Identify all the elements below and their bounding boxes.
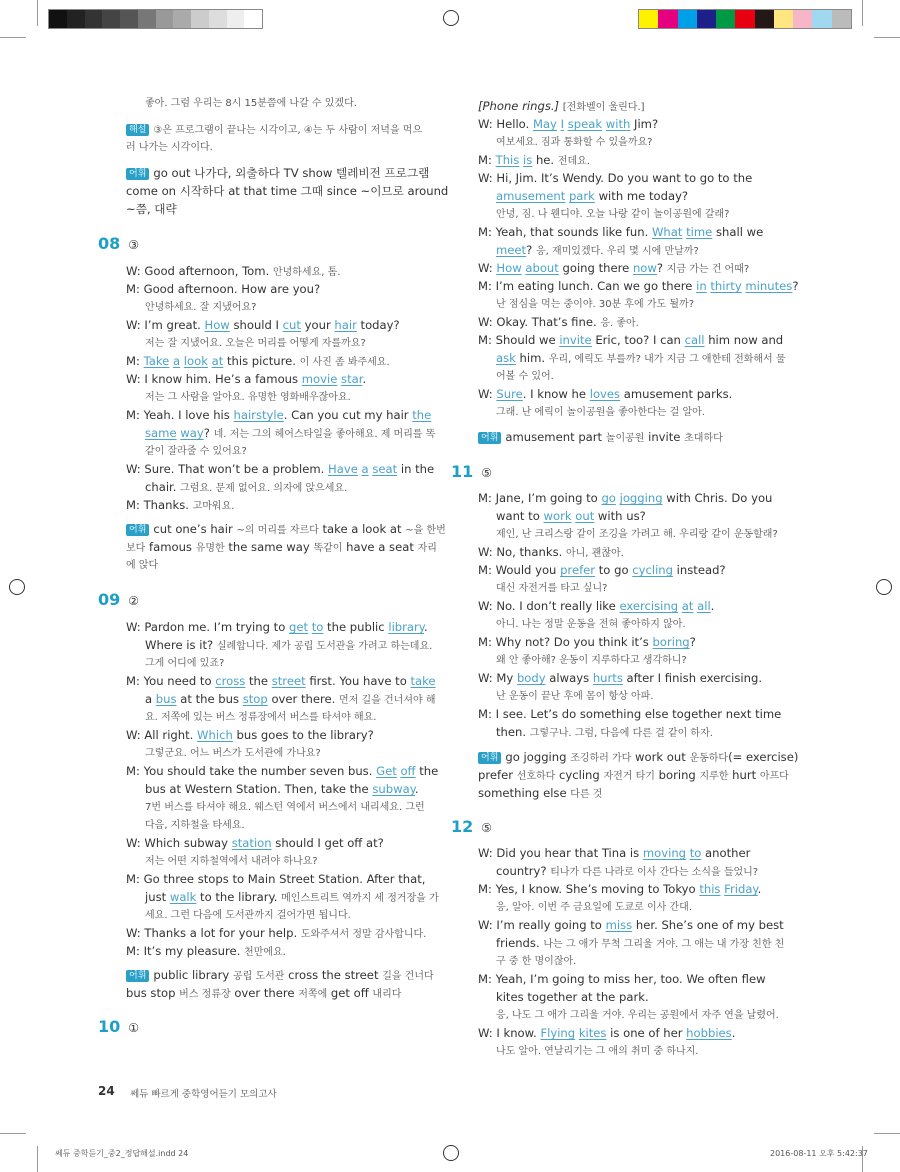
registration-mark-bottom-icon: [443, 1145, 459, 1161]
tag-haeseol: 해설: [126, 124, 149, 136]
color-calibration-bar: [638, 9, 852, 29]
question-10: 10 ①: [98, 1017, 140, 1036]
gray-calibration-bar: [48, 9, 263, 29]
registration-mark-icon: [443, 10, 459, 26]
book-title: 쎄듀 빠르게 중학영어듣기 모의고사: [130, 1089, 277, 1100]
question-09: 09 ②: [98, 590, 140, 609]
question-08: 08 ③: [98, 234, 140, 253]
registration-mark-left-icon: [9, 579, 25, 595]
tag-eohwi: 어휘: [126, 168, 149, 180]
registration-mark-right-icon: [876, 579, 892, 595]
file-name: 쎄듀 중학듣기_중2_정답해설.indd 24: [55, 1149, 189, 1158]
print-date: 2016-08-11 오후 5:42:37: [770, 1149, 868, 1158]
left-line: 좋아. 그럼 우리는 8시 15분쯤에 나갈 수 있겠다.: [145, 98, 357, 109]
question-12: 12 ⑤: [451, 817, 493, 836]
page-number: 24: [98, 1084, 115, 1098]
question-11: 11 ⑤: [451, 462, 493, 481]
